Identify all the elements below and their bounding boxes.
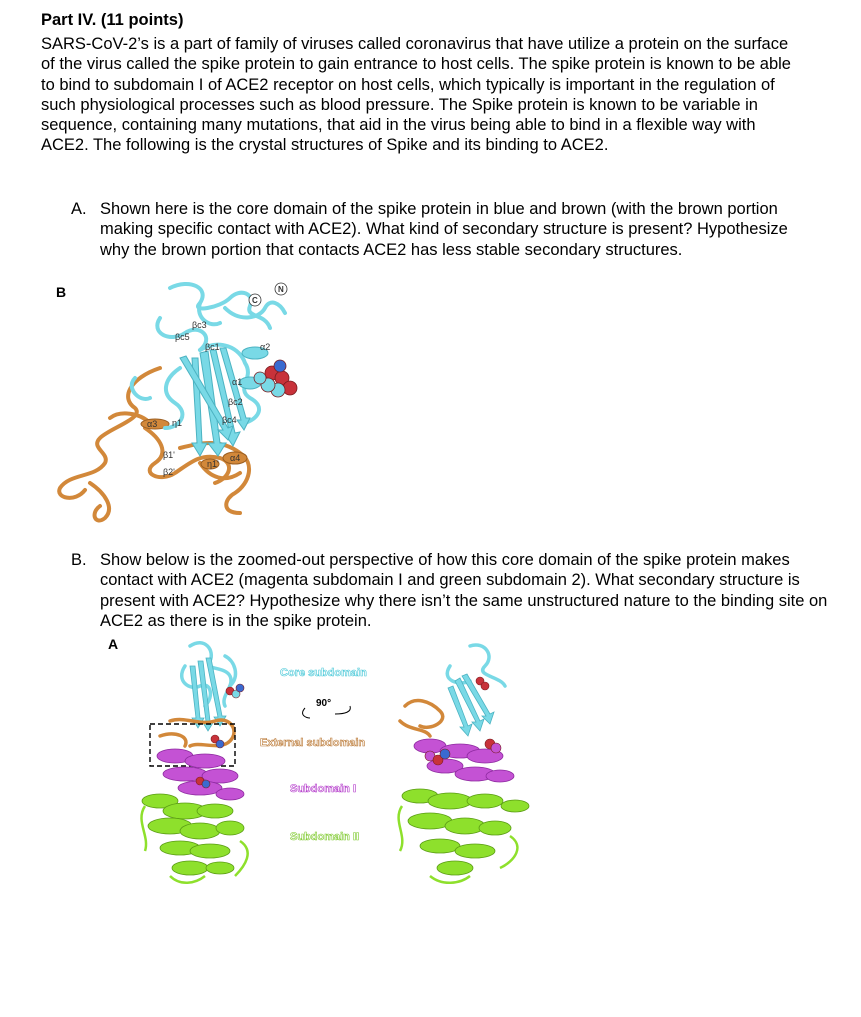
label-bc2: βc2	[228, 397, 243, 407]
question-a-letter: A.	[71, 200, 87, 218]
label-a3: α3	[147, 419, 158, 429]
label-bc1: βc1	[205, 342, 220, 352]
right-complex-view	[399, 645, 529, 883]
label-bc3: βc3	[192, 320, 207, 330]
left-complex-view	[141, 643, 247, 883]
part-heading: Part IV. (11 points)	[41, 11, 184, 29]
label-core-subdomain: Core subdomain	[280, 667, 367, 679]
label-n1: η1	[172, 418, 183, 428]
label-a1: α1	[232, 377, 243, 387]
label-b2: β2'	[163, 467, 175, 477]
question-b-letter: B.	[71, 551, 87, 569]
label-n2: η1'	[207, 459, 219, 469]
question-a-text: Shown here is the core domain of the spike protein in blue and brown (with the brown portion making specific contact with ACE2). What kind of secondary structure is present? Hypothesize why the brown portion that contacts ACE2 has less stable secondary structures.	[100, 200, 788, 259]
figure1-panel-label: B	[56, 284, 67, 300]
label-n-term: N	[278, 285, 284, 294]
label-bc5: βc5	[175, 332, 190, 342]
spike-ace2-complex-figure	[130, 636, 550, 896]
intro-paragraph: SARS-CoV-2’s is a part of family of viruses called coronavirus that have utilize a protein on the surface of the virus called the spike protein to gain entrance to host cells. The spike protein is known to be able to bind to subdomain I of ACE2 receptor on host cells, which typically is important in the regulation of such physiological processes such as blood pressure. The Spike protein is known to be variable in sequence, containing many mutations, that aid in the virus being able to bind in a flexible way with ACE2. The following is the crystal structures of Spike and its binding to ACE2.	[41, 35, 791, 155]
label-subdomain-1: Subdomain I	[290, 783, 356, 795]
label-b1: β1'	[163, 450, 175, 460]
rotation-arrow-left	[303, 708, 310, 718]
label-subdomain-2: Subdomain II	[290, 831, 360, 843]
question-b-text: Show below is the zoomed-out perspective of how this core domain of the spike protein makes contact with ACE2 (magenta subdomain I and green subdomain 2). What secondary structure is present with ACE2? Hypothesize why there isn’t the same unstructured nature to the binding site on ACE2 as there is in the spike protein.	[100, 551, 828, 630]
spike-core-structure-figure	[50, 278, 310, 528]
label-c-term: C	[252, 296, 258, 305]
label-external-subdomain: External subdomain	[260, 737, 366, 749]
rotation-arrow-right	[335, 706, 350, 714]
label-rotation: 90°	[316, 698, 332, 709]
label-a2: α2	[260, 342, 271, 352]
figure2-panel-label: A	[108, 636, 119, 652]
label-bc4: βc4	[222, 415, 237, 425]
label-a4: α4	[230, 453, 241, 463]
